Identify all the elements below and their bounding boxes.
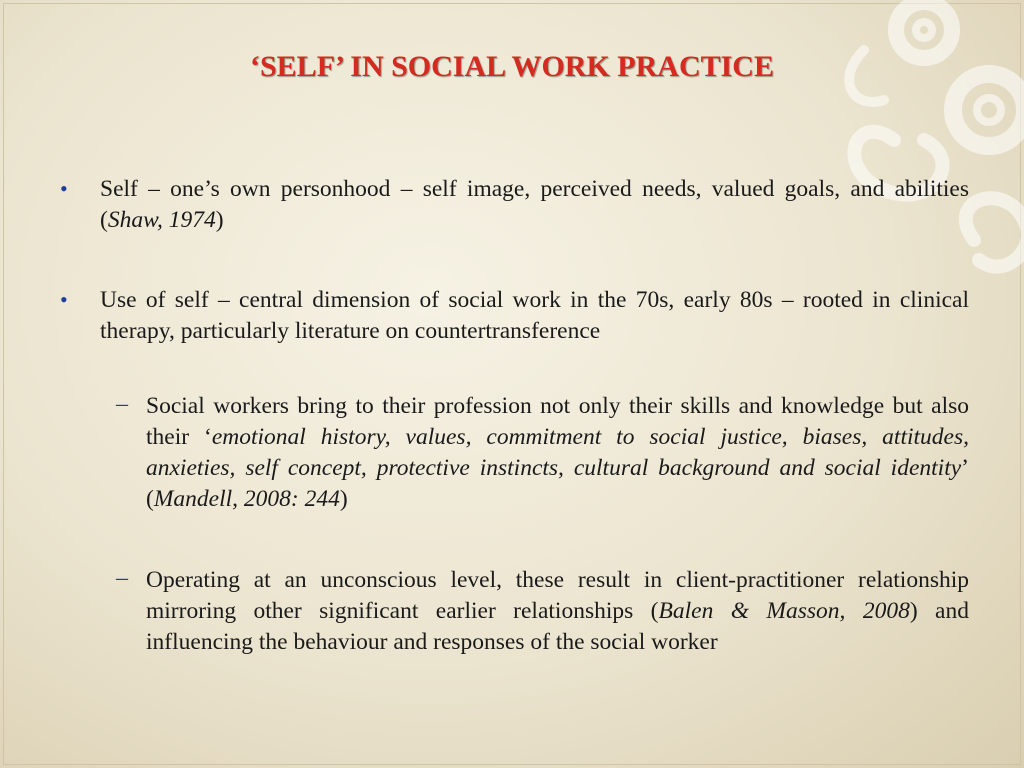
bullet-text-tail: ) xyxy=(215,207,224,233)
bullet-self-definition xyxy=(100,174,969,236)
bullet-text: Use of self – central dimension of social work in the 70s, early 80s – rooted in clinical therapy, particularly literature on countertransference xyxy=(100,287,969,344)
subbullet-text: Social workers bring to their profession not only their skills and knowledge but also their ‘ xyxy=(146,393,969,450)
subbullet-social-workers-bring xyxy=(146,391,969,515)
bullet-text: Self – one’s own personhood – self image, perceived needs, valued goals, and abilities ( xyxy=(100,176,969,233)
bullet-marker: • xyxy=(60,287,68,312)
subbullet-text: Operating at an unconscious level, these result in client-practitioner relationship mirroring other significant earlier relationships ( xyxy=(146,567,969,624)
subbullet-marker: – xyxy=(116,391,128,417)
quoted-text: emotional history, values, commitment to social justice, biases, attitudes, anxieties, self concept, protective instincts, cultural background and social identity xyxy=(146,424,969,481)
bullet-marker: • xyxy=(60,176,68,201)
bullet-use-of-self xyxy=(100,285,969,347)
slide-title: ‘SELF’ IN SOCIAL WORK PRACTICE xyxy=(250,50,774,83)
subbullet-marker: – xyxy=(116,565,128,591)
decorative-swirl xyxy=(774,0,1024,290)
subbullet-text-tail: ) xyxy=(339,486,348,512)
citation: Shaw, 1974 xyxy=(107,207,216,233)
subbullet-text-mid: ’ ( xyxy=(146,455,969,512)
citation: Balen & Masson, 2008 xyxy=(658,598,910,624)
citation: Mandell, 2008: 244 xyxy=(153,486,340,512)
subbullet-text-tail: ) and influencing the behaviour and responses of the social worker xyxy=(146,598,969,655)
subbullet-unconscious-level xyxy=(146,565,969,658)
